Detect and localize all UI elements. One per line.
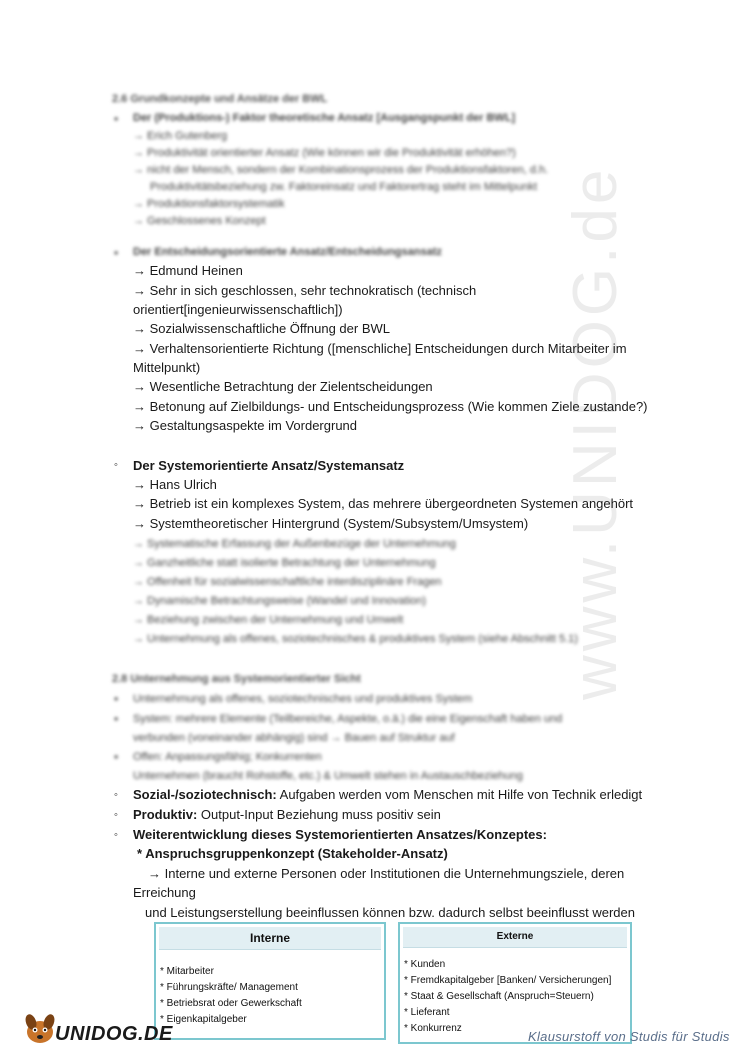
section-title: 2.6 Grundkonzepte und Ansätze der BWL [112, 93, 328, 105]
produktiv-line [133, 806, 441, 824]
section-title: 2.8 Unternehmung aus Systemorientierter Sicht [112, 673, 361, 685]
bullet-icon: ◦ [114, 789, 118, 801]
stakeholder-line: und Leistungserstellung beeinflussen können bzw. dadurch selbst beeinflusst werden [145, 905, 635, 920]
system-blurred-item: → Unternehmung als offenes, soziotechnisches & produktives System (siehe Abschnitt 5.1) [133, 633, 578, 645]
externe-item: * Lieferant [404, 1007, 450, 1018]
item: → Produktionsfaktorsystematik [133, 198, 285, 210]
interne-title: Interne [159, 927, 381, 950]
bullet-icon: • [114, 750, 119, 764]
decision-item: orientiert[ingenieurwissenschaftlich]) [133, 302, 343, 317]
interne-item: * Führungskräfte/ Management [160, 982, 298, 993]
system-item: → Hans Ulrich [133, 477, 217, 492]
decision-item: → Sozialwissenschaftliche Öffnung der BWL [133, 321, 390, 336]
decision-item: → Gestaltungsaspekte im Vordergrund [133, 418, 358, 433]
item: Unternehmen (braucht Rohstoffe, etc.) & Umwelt stehen in Austauschbeziehung [133, 770, 523, 782]
decision-item: Mittelpunkt) [133, 360, 201, 375]
bullet-icon: • [114, 692, 119, 706]
interne-item: * Mitarbeiter [160, 966, 214, 977]
item: → nicht der Mensch, sondern der Kombinationsprozess der Produktionsfaktoren, d.h. [133, 164, 549, 176]
system-item: → Betrieb ist ein komplexes System, das mehrere übergeordneten Systemen angehört [133, 496, 634, 511]
system-blurred-item: → Systematische Erfassung der Außenbezüge der Unternehmung [133, 538, 456, 550]
item: Produktivitätsbeziehung zw. Faktoreinsatz und Faktorertrag steht im Mittelpunkt [150, 181, 538, 193]
decision-item: → Wesentliche Betrachtung der Zielentscheidungen [133, 379, 433, 394]
system-blurred-item: → Offenheit für sozialwissenschaftliche interdisziplinäre Fragen [133, 576, 442, 588]
sozial-line [133, 786, 642, 804]
item: Unternehmung als offenes, soziotechnisches und produktives System [133, 693, 473, 705]
decision-item: → Betonung auf Zielbildungs- und Entscheidungsprozess (Wie kommen Ziele zustande?) [133, 399, 648, 414]
decision-item: → Edmund Heinen [133, 263, 243, 278]
watermark-text: www.UNIDOG.de [561, 165, 630, 700]
interne-item: * Eigenkapitalgeber [160, 1014, 247, 1025]
bullet-icon: ◦ [114, 809, 118, 821]
system-blurred-item: → Ganzheitliche statt isolierte Betrachtung der Unternehmung [133, 557, 436, 569]
heading: Der Entscheidungsorientierte Ansatz/Entscheidungsansatz [133, 246, 442, 258]
item: Offen: Anpassungsfähig; Konkurrenten [133, 751, 322, 763]
dog-logo-icon [22, 1010, 58, 1046]
system-blurred-item: → Dynamische Betrachtungsweise (Wandel und Innovation) [133, 595, 427, 607]
stakeholder-heading: * Anspruchsgruppenkonzept (Stakeholder-Ansatz) [137, 846, 448, 861]
externe-item: * Fremdkapitalgeber [Banken/ Versicherungen] [404, 975, 612, 986]
sozial-text: Aufgaben werden vom Menschen mit Hilfe von Technik erledigt [276, 787, 643, 802]
stakeholder-line: → Interne und externe Personen oder Institutionen die Unternehmungsziele, deren [148, 866, 625, 881]
decision-item: → Verhaltensorientierte Richtung ([menschliche] Entscheidungen durch Mitarbeiter im [133, 341, 627, 356]
system-blurred-item: → Beziehung zwischen der Unternehmung und Umwelt [133, 614, 404, 626]
decision-item: → Sehr in sich geschlossen, sehr technokratisch (technisch [133, 283, 477, 298]
sozial-label: Sozial-/soziotechnisch: [133, 787, 277, 802]
item: verbunden (voneinander abhängig) sind → Bauen auf Struktur auf [133, 732, 455, 744]
produktiv-label: Produktiv: [133, 807, 198, 822]
bullet-icon: ◦ [114, 459, 118, 471]
item: → Produktivität orientierter Ansatz (Wie können wir die Produktivität erhöhen?) [133, 147, 516, 159]
item: System: mehrere Elemente (Teilbereiche, Aspekte, o.ä.) die eine Eigenschaft haben und [133, 713, 563, 725]
item: → Erich Gutenberg [133, 130, 228, 142]
externe-item: * Staat & Gesellschaft (Anspruch=Steuern) [404, 991, 594, 1002]
heading: Der (Produktions-) Faktor theoretische Ansatz [Ausgangspunkt der BWL] [133, 112, 516, 124]
interne-box [154, 922, 386, 1040]
bullet-icon: • [114, 112, 119, 126]
bullet-icon: ◦ [114, 829, 118, 841]
bullet-icon: • [114, 712, 119, 726]
interne-item: * Betriebsrat oder Gewerkschaft [160, 998, 302, 1009]
stakeholder-line: Erreichung [133, 885, 196, 900]
produktiv-text: Output-Input Beziehung muss positiv sein [197, 807, 441, 822]
system-item: → Systemtheoretischer Hintergrund (System/Subsystem/Umsystem) [133, 516, 529, 531]
item: → Geschlossenes Konzept [133, 215, 266, 227]
logo-text: UNIDOG.DE [55, 1023, 173, 1045]
externe-box [398, 922, 632, 1044]
bullet-icon: • [114, 246, 119, 260]
externe-item: * Konkurrenz [404, 1023, 462, 1034]
system-heading: Der Systemorientierte Ansatz/Systemansatz [133, 458, 405, 473]
externe-item: * Kunden [404, 959, 446, 970]
externe-title: Externe [403, 927, 627, 948]
footer-text: Klausurstoff von Studis für Studis [528, 1029, 730, 1044]
weiter-heading: Weiterentwicklung dieses Systemorientierten Ansatzes/Konzeptes: [133, 827, 547, 842]
